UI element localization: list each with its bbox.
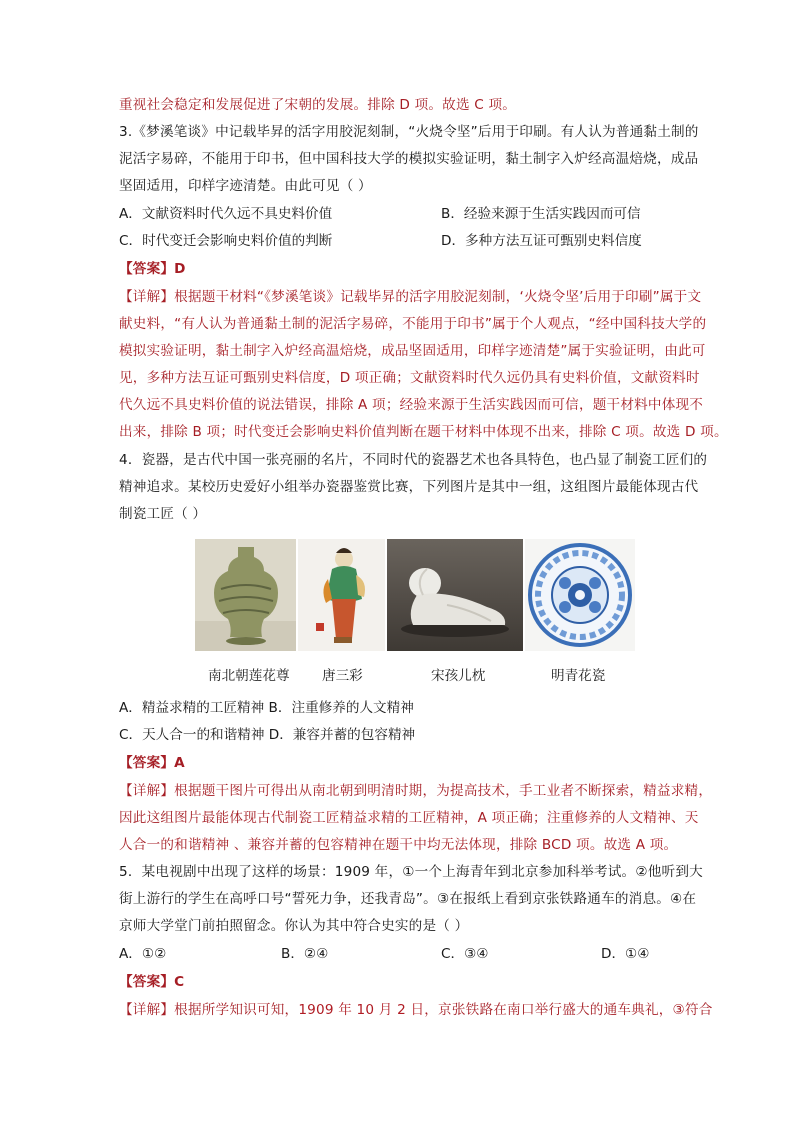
question-4-explanation-line-3: 人合一的和谐精神 、兼容并蓄的包容精神在题干中均无法体现，排除 BCD 项。故选 A 项。 bbox=[119, 837, 678, 853]
question-3-explanation-line-2: 献史料，“有人认为普通黏土制的泥活字易碎，不能用于印书”属于个人观点，“经中国科技大学的 bbox=[119, 316, 707, 332]
question-4-options-ab: A．精益求精的工匠精神 B．注重修养的人文精神 bbox=[119, 700, 414, 716]
question-5-explanation-line-1 bbox=[119, 1001, 713, 1019]
question-3-option-d: D．多种方法互证可甄别史料信度 bbox=[441, 233, 642, 249]
question-3-explanation-line-4: 见，多种方法互证可甄别史料信度，D 项正确；文献资料时代久远仍具有史料价值，文献资料时 bbox=[119, 370, 700, 386]
tang-sancai-figure-image bbox=[298, 539, 385, 651]
question-3-stem-line-1: 3.《梦溪笔谈》中记载毕昇的活字用胶泥刻制，“火烧令坚”后用于印刷。有人认为普通黏土制的 bbox=[119, 124, 699, 140]
question-3-option-c: C．时代变迁会影响史料价值的判断 bbox=[119, 233, 333, 249]
caption-tang-sancai: 唐三彩 bbox=[322, 668, 363, 684]
question-4-stem-line-1: 4．瓷器，是古代中国一张亮丽的名片，不同时代的瓷器艺术也各具特色，也凸显了制瓷工匠们的 bbox=[119, 452, 708, 468]
lotus-zun-vase-image bbox=[195, 539, 296, 651]
question-3-stem-line-2: 泥活字易碎，不能用于印书，但中国科技大学的模拟实验证明，黏土制字入炉经高温焙烧，成品 bbox=[119, 151, 699, 167]
question-4-explanation-line-1: 【详解】根据题干图片可得出从南北朝到明清时期，为提高技术，手工业者不断探索，精益求精， bbox=[119, 783, 713, 799]
question-3-explanation-line-1: 【详解】根据题干材料“《梦溪笔谈》记载毕昇的活字用胶泥刻制，‘火烧令坚’后用于印刷”属于文 bbox=[119, 289, 702, 305]
caption-ming-porcelain: 明青花瓷 bbox=[551, 668, 606, 684]
question-5-stem-line-1: 5．某电视剧中出现了这样的场景：1909 年，①一个上海青年到北京参加科举考试。②他听到大 bbox=[119, 864, 703, 880]
question-5-option-c: C．③④ bbox=[441, 946, 489, 962]
question-4-options-cd: C．天人合一的和谐精神 D．兼容并蓄的包容精神 bbox=[119, 727, 416, 743]
explanation-rest: ，京张铁路在南口举行盛大的通车典礼，③符合 bbox=[424, 1002, 713, 1018]
highlighted-date: 1909 年 10 月 2 日 bbox=[298, 1002, 425, 1018]
explanation-lead: 【详解】根据所学知识可知， bbox=[119, 1002, 299, 1018]
question-5-option-a: A．①② bbox=[119, 946, 167, 962]
question-4-explanation-line-2: 因此这组图片最能体现古代制瓷工匠精益求精的工匠精神，A 项正确；注重修养的人文精神、天 bbox=[119, 810, 699, 826]
question-5-option-b: B．②④ bbox=[281, 946, 329, 962]
question-3-explanation-line-6: 出来，排除 B 项；时代变迁会影响史料价值判断在题干材料中体现不出来，排除 C 项。故选 D 项。 bbox=[119, 424, 728, 440]
song-child-pillow-image bbox=[387, 539, 523, 651]
question-5-answer: 【答案】C bbox=[119, 974, 185, 990]
caption-lotus-zun: 南北朝莲花尊 bbox=[208, 668, 290, 684]
question-4-answer: 【答案】A bbox=[119, 755, 185, 771]
question-3-stem-line-3: 坚固适用，印样字迹清楚。由此可见（ ） bbox=[119, 178, 372, 194]
question-3-answer: 【答案】D bbox=[119, 261, 186, 277]
question-5-stem-line-2: 街上游行的学生在高呼口号“誓死力争，还我青岛”。③在报纸上看到京张铁路通车的消息。④在 bbox=[119, 891, 697, 907]
question-5-stem-line-3: 京师大学堂门前拍照留念。你认为其中符合史实的是（ ） bbox=[119, 918, 469, 934]
question-3-option-b: B．经验来源于生活实践因而可信 bbox=[441, 206, 641, 222]
question-4-stem-line-2: 精神追求。某校历史爱好小组举办瓷器鉴赏比赛，下列图片是其中一组，这组图片最能体现古代 bbox=[119, 479, 699, 495]
ming-blue-white-plate-image bbox=[525, 539, 635, 651]
question-4-stem-line-3: 制瓷工匠（ ） bbox=[119, 506, 207, 522]
caption-song-pillow: 宋孩儿枕 bbox=[431, 668, 486, 684]
question-3-option-a: A．文献资料时代久远不具史料价值 bbox=[119, 206, 333, 222]
question-5-option-d: D．①④ bbox=[601, 946, 650, 962]
question-3-explanation-line-5: 代久远不具史料价值的说法错误，排除 A 项；经验来源于生活实践因而可信，题干材料中体现不 bbox=[119, 397, 704, 413]
previous-answer-tail: 重视社会稳定和发展促进了宋朝的发展。排除 D 项。故选 C 项。 bbox=[119, 97, 517, 113]
question-3-explanation-line-3: 模拟实验证明，黏土制字入炉经高温焙烧，成品坚固适用，印样字迹清楚”属于实验证明，由此可 bbox=[119, 343, 706, 359]
